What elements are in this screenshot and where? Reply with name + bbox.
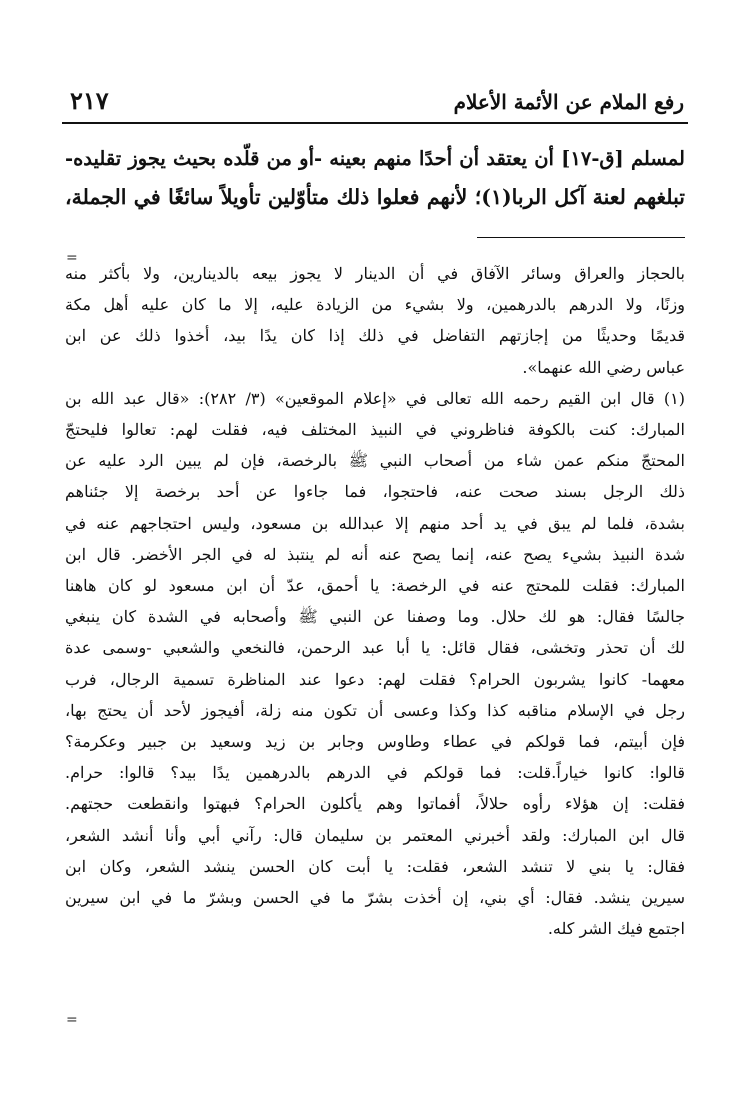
footnote-1-line: فقلت: إن هؤلاء رأوه حلالاً، أفماتوا وهم يأكلون الحرام؟ فبهتوا وانقطعت حجتهم. <box>65 794 685 814</box>
footnote-1-line: بشدة، فلما لم يبق في يد أحد منهم إلا عبدالله بن مسعود، وليس احتجاجهم عنه في <box>65 513 685 533</box>
running-header <box>62 86 688 124</box>
footnote-1-line: فقال: يا بني لا تنشد الشعر، فقلت: يا أبت كان الحسن ينشد الشعر، وكان ابن <box>65 856 685 876</box>
footnote-line: وزنًا، ولا الدرهم بالدرهمين، ولا بشيء من الزيادة عليه، إلا ما كان عليه أهل مكة <box>65 295 685 315</box>
footnote-1-line: فإن أبيتم، فما قولكم في عطاء وطاوس وجابر بن زيد وسعيد بن جبير وعكرمة؟ <box>65 732 685 752</box>
page-number: ٢١٧ <box>70 86 109 115</box>
footnote-1-line: ذلك الرجل بسند صحت عنه، فاحتجوا، فما جاءوا عن أحد برخصة إلا جئناهم <box>65 482 685 502</box>
footnote-line: بالحجاز والعراق وسائر الآفاق في أن الدينار لا يجوز بيعه بالدينارين، ولا بأكثر منه <box>65 264 685 283</box>
footnote-divider <box>477 237 685 238</box>
continuation-mark: = <box>66 250 78 266</box>
main-line: لمسلم [ق-١٧] أن يعتقد أن أحدًا منهم بعينه -أو من قلّده بحيث يجوز تقليده- <box>65 147 685 170</box>
footnote-1-line: لك أن تحذر وتخشى، فقال قائل: يا أبا عبد الرحمن، فالنخعي والشعبي -وسمى عدة <box>65 638 685 658</box>
main-text <box>65 140 685 216</box>
footnote-1-line: جالسًا فقال: هو لك حلال. وما وصفنا عن النبي ﷺ وأصحابه في الشدة كان ينبغي <box>65 607 685 627</box>
footnote-1-line: المحتجّ منكم عمن شاء من أصحاب النبي ﷺ بالرخصة، فإن لم يبين الرد عليه عن <box>65 451 685 471</box>
footnote-1-line: المبارك: كنت بالكوفة فناظروني في النبيذ المختلف فيه، فقلت لهم: تعالوا فليحتجّ <box>65 420 685 440</box>
book-title: رفع الملام عن الأئمة الأعلام <box>453 90 684 114</box>
footnote-1-line: رجل في الإسلام مناقبه كذا وكذا وعسى أن تكون منه زلة، أفيجوز لأحد أن يحتج بها، <box>65 700 685 720</box>
footnote-1-line: المبارك: فقلت للمحتج عنه في الرخصة: يا أحمق، عدّ أن ابن مسعود لو كان هاهنا <box>65 576 685 596</box>
footnote-line: عباس رضي الله عنهما». <box>522 357 685 377</box>
end-mark: = <box>66 1012 78 1028</box>
main-line: تبلغهم لعنة آكل الربا(١)؛ لأنهم فعلوا ذلك متأوّلين تأويلاً سائغًا في الجملة، <box>65 185 685 209</box>
footnote-line: قديمًا وحديثًا من إجازتهم التفاضل في ذلك إذا كان يدًا بيد، أخذوا ذلك عن ابن <box>65 326 685 346</box>
footnote-1-line: شدة النبيذ بشيء يصح عنه، إنما يصح عنه أنه لم ينتبذ له في الجر الأخضر. قال ابن <box>65 544 685 564</box>
footnote-1-line: معهما- كانوا يشربون الحرام؟ فقلت لهم: دعوا عند المناظرة تسمية الرجال، فرب <box>65 669 685 689</box>
footnote-1-line: سيرين ينشد. فقال: أي بني، إن أخذت بشرّ ما في الحسن وبشرّ ما في ابن سيرين <box>65 888 685 908</box>
footnote-1-line: (١) قال ابن القيم رحمه الله تعالى في «إعلام الموقعين» (٣/ ٢٨٢): «قال عبد الله بن <box>65 388 685 408</box>
footnote-1-line: اجتمع فيك الشر كله. <box>547 919 685 939</box>
footnotes <box>65 258 685 944</box>
footnote-1-line: قالوا: كانوا خياراً.قلت: فما قولكم في الدرهم بالدرهمين يدًا بيد؟ قالوا: حرام. <box>65 763 685 783</box>
footnote-1-line: قال ابن المبارك: ولقد أخبرني المعتمر بن سليمان قال: رآني أبي وأنا أنشد الشعر، <box>65 825 685 845</box>
